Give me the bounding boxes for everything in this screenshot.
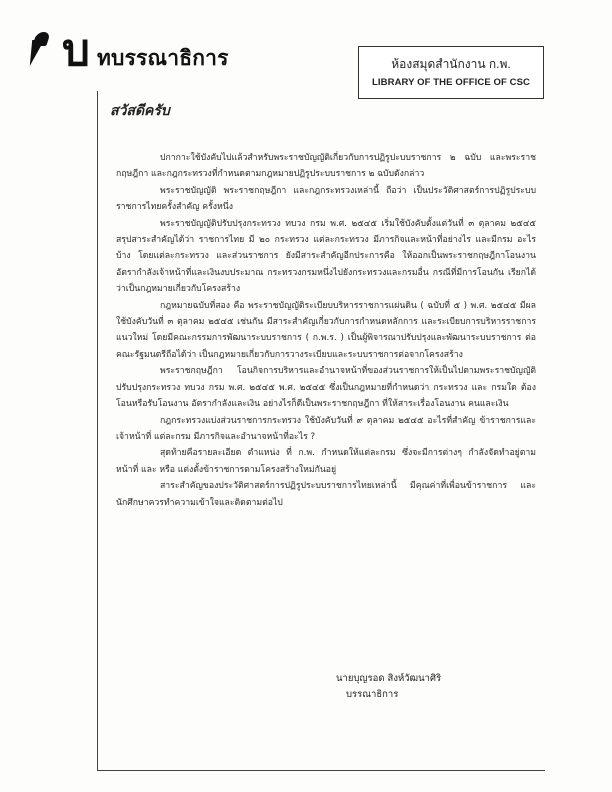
paragraph-1: ปกากาะใช้บังคับไปแล้วสำหรับพระราชบัญญัติเกี่ยวกับการปฏิรูปะบบราชการ ๒ ฉบับ และพระราชกฤษฎีกา และกฎกระทรวงที่กำหนดตามกฎหมายปฏิรูประบบราชการ ๒ ฉบับดังกล่าว [116, 153, 536, 180]
signature-role: บรรณาธิการ [346, 689, 399, 700]
paragraph-6: กฎกระทรวงแบ่งส่วนราชการกระทรวง ใช้บังคับวันที่ ๙ ตุลาคม ๒๕๔๕ อะไรที่สำคัญ ข้าราชการและเจ้าหน้าที่ แต่ละกรม มีภารกิจและอำนาจหน้าที่อะไร ? [116, 415, 536, 442]
signature-block [336, 671, 536, 703]
column-title: ทบรรณาธิการ [97, 45, 229, 70]
paragraph-7: สุดท้ายคือรายละเอียด ตำแหน่ง ที่ ก.พ. กำหนดให้แต่ละกรม ซึ่งจะมีการต่างๆ กำลังจัดทำอยู่ตามหน้าที่ และ หรือ แต่งตั้งข้าราชการตามโครงสร้างใหม่กันอยู่ [116, 448, 536, 475]
paragraph-5: พระราชกฤษฎีกา โอนกิจการบริหารและอำนาจหน้าที่ของส่วนราชการให้เป็นไปตามพระราชบัญญัติปรับปรุงกระทรวง ทบวง กรม พ.ศ. ๒๕๔๕ พ.ศ. ๒๕๔๕ ซึ่งเป็นกฎหมายที่กำหนดว่า กระทรวง และ กรมใด ต้องโอนหรือรับโอนงาน อัตรากำลังและเงิน อย่างไรก็ดีเป็นพระราชกฤษฎีกา ที่ให้สาระเรื่องโอนงาน คนและเงิน [116, 366, 536, 410]
greeting: สวัสดีครับ [110, 103, 170, 119]
library-stamp-thai: ห้องสมุดสำนักงาน ก.พ. [391, 57, 511, 71]
paragraph-4: กฎหมายฉบับที่สอง คือ พระราชบัญญัติระเบียบบริหารราชการแผ่นดิน ( ฉบับที่ ๕ ) พ.ศ. ๒๕๔๕ มีผลใช้บังคับวันที่ ๓ ตุลาคม ๒๕๔๕ เช่นกัน มีสาระสำคัญเกี่ยวกับการกำหนดหลักการ และระเบียบการบริหารราชการแนวใหม่ โดยมีคณะกรรมการพัฒนาระบบราชการ ( ก.พ.ร. ) เป็นผู้พิจารณาปรับปรุงและพัฒนาระบบราชการ ต่อคณะรัฐมนตรีถือได้ว่า เป็นกฎหมายเกี่ยวกับการวางระเบียบและระบบราชการต่อจากโครงสร้าง [116, 300, 536, 360]
signature-name: นายบุญรอด สิงห์วัฒนาศิริ [336, 673, 442, 684]
column-title-initial: บ [62, 25, 90, 76]
editorial-body [116, 150, 536, 511]
paragraph-2: พระราชบัญญัติ พระราชกฤษฎีกา และกฎกระทรวงเหล่านี้ ถือว่า เป็นประวัติศาสตร์การปฏิรูประบบราชการไทยครั้งสำคัญ ครั้งหนึ่ง [116, 185, 536, 213]
paragraph-3: พระราชบัญญัติปรับปรุงกระทรวง ทบวง กรม พ.ศ. ๒๕๔๕ เริ่มใช้บังคับตั้งแต่วันที่ ๓ ตุลาคม ๒๕๔๕ สรุปสาระสำคัญได้ว่า ราชการไทย มี ๒๐ กระทรวง แต่ละกระทรวง มีภารกิจและหน้าที่อย่างไร และมีกรม อะไรบ้าง โดยแต่ละกระทรวง และส่วนราชการ ยังมีสาระสำคัญอีกประการคือ ให้ออกเป็นพระราชกฤษฎีกาโอนงาน อัตรากำลังเจ้าหน้าที่และเงินงบประมาณ กระทรวงกรมหนึ่งไปยังกระทรวงและกรมอื่น กรณีที่มีการโอนกัน เรียกได้ว่าเป็นกฎหมายเกี่ยวกับโครงสร้าง [116, 218, 536, 295]
library-stamp-english: LIBRARY OF THE OFFICE OF CSC [372, 77, 530, 88]
paragraph-8: สาระสำคัญของประวัติศาสตร์การปฏิรูประบบราชการไทยเหล่านี้ มีคุณค่าที่เพื่อนข้าราชการ และนักศึกษาควรทำความเข้าใจและติดตามต่อไป [116, 481, 536, 508]
quote-mark-icon [24, 40, 44, 66]
